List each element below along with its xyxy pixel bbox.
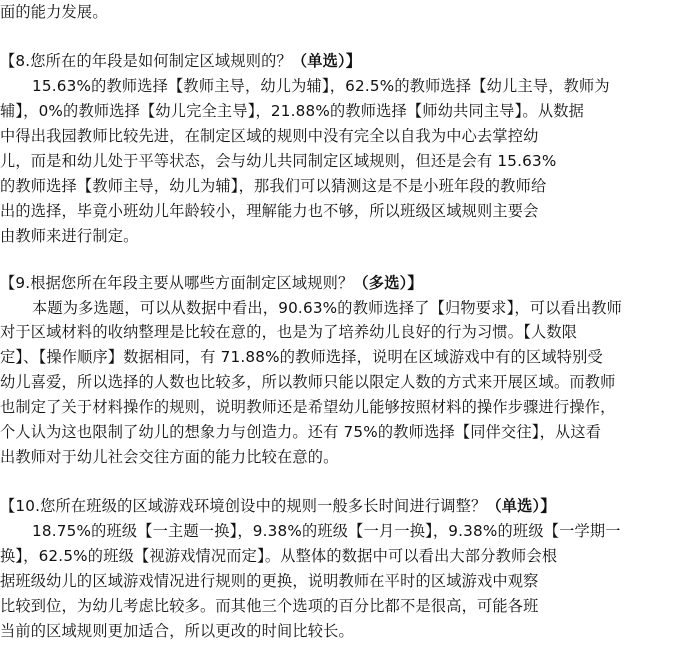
question-10-paragraph-line: 当前的区域规则更加适合，所以更改的时间比较长。 (0, 622, 354, 640)
question-9-heading (0, 272, 423, 294)
question-9-paragraph-line: 幼儿喜爱，所以选择的人数也比较多，所以教师只能以限定人数的方式来开展区域。而教师 (0, 373, 616, 391)
question-8-paragraph-line: 辅】，0%的教师选择【幼儿完全主导】，21.88%的教师选择【师幼共同主导】。从数据 (0, 102, 584, 120)
question-10-type-tag: （单选） (486, 497, 541, 515)
question-10-bracket: 】 (540, 497, 556, 515)
question-10-title: 【10.您所在班级的区域游戏环境创设中的规则一般多长时间进行调整？ (0, 497, 487, 515)
question-8-paragraph-line: 儿，而是和幼儿处于平等状态，会与幼儿共同制定区域规则，但还是会有 15.63% (0, 152, 557, 170)
question-8-paragraph-line: 由教师来进行制定。 (0, 227, 139, 245)
question-8-bracket: 】 (345, 52, 362, 70)
question-8-paragraph-line: 的教师选择【教师主导，幼儿为辅】，那我们可以猜测这是不是小班年段的教师给 (0, 177, 547, 195)
intro-tail-text: 面的能力发展。 (0, 3, 108, 21)
question-9-paragraph-line: 出教师对于幼儿社会交往方面的能力比较在意的。 (0, 448, 339, 466)
question-9-paragraph-line: 也制定了关于材料操作的规则，说明教师还是希望幼儿能够按照材料的操作步骤进行操作， (0, 398, 616, 416)
question-10-paragraph-line: 换】，62.5%的班级【视游戏情况而定】。从整体的数据中可以看出大部分教师会根 (0, 547, 558, 565)
question-8-type-tag: （单选） (291, 52, 346, 70)
question-9-type-tag: （多选） (353, 274, 408, 292)
question-9-bracket: 】 (407, 274, 423, 292)
question-8-paragraph-line: 中得出我园教师比较先进，在制定区域的规则中没有完全以自我为中心去掌控幼 (0, 127, 539, 145)
question-9-paragraph-line: 本题为多选题，可以从数据中看出，90.63%的教师选择了【归物要求】，可以看出教师 (32, 299, 623, 317)
question-9-paragraph-line: 对于区域材料的收纳整理是比较在意的，也是为了培养幼儿良好的行为习惯。【人数限 (0, 323, 578, 341)
question-10-heading (0, 495, 556, 517)
question-8-paragraph-line: 15.63%的教师选择【教师主导，幼儿为辅】，62.5%的教师选择【幼儿主导，教师为 (32, 77, 610, 95)
question-9-paragraph-line: 定】、【操作顺序】数据相同，有 71.88%的教师选择，说明在区域游戏中有的区域特别受 (0, 348, 603, 366)
question-10-paragraph-line: 比较到位，为幼儿考虑比较多。而其他三个选项的百分比都不是很高，可能各班 (0, 597, 539, 615)
question-9-paragraph-line: 个人认为这也限制了幼儿的想象力与创造力。还有 75%的教师选择【同伴交往】，从这看 (0, 423, 602, 441)
question-9-title: 【9.根据您所在年段主要从哪些方面制定区域规则？ (0, 274, 354, 292)
question-10-paragraph-line: 18.75%的班级【一主题一换】，9.38%的班级【一月一换】，9.38%的班级【一学期一 (32, 522, 621, 540)
question-8-title: 【8.您所在的年段是如何制定区域规则的？ (0, 52, 292, 70)
question-10-paragraph-line: 据班级幼儿的区域游戏情况进行规则的更换，说明教师在平时的区域游戏中观察 (0, 572, 539, 590)
question-8-paragraph-line: 出的选择，毕竟小班幼儿年龄较小，理解能力也不够，所以班级区域规则主要会 (0, 202, 539, 220)
question-8-heading (0, 50, 361, 72)
